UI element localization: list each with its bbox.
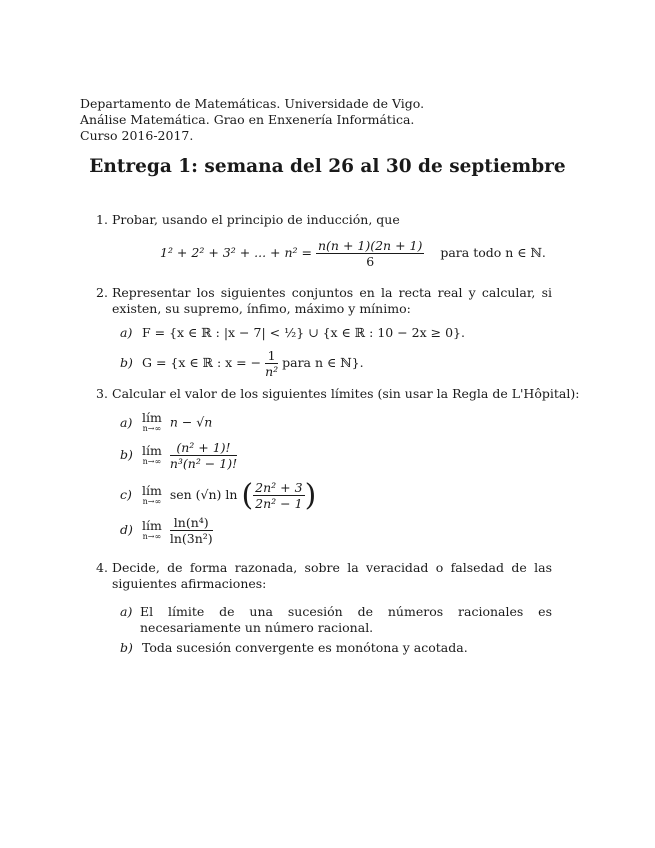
header-course-name: Análise Matemática. Grao en Enxenería Informática. bbox=[80, 112, 415, 127]
problem-number: 4. bbox=[96, 560, 108, 575]
header-department: Departamento de Matemáticas. Universidade de Vigo. bbox=[80, 96, 425, 111]
paren-open: ( bbox=[241, 478, 254, 513]
fraction-denominator: ln(3n²) bbox=[169, 531, 213, 546]
limit-fraction bbox=[253, 480, 304, 511]
problem-statement: Representar los siguientes conjuntos en la recta real y calcular, si existen, su supremo, ínfimo, máximo y mínimo: bbox=[112, 285, 552, 316]
limit-b bbox=[120, 440, 237, 471]
statement-b bbox=[120, 640, 468, 655]
statement-a-text: El límite de una sucesión de números racionales es necesariamente un número racional. bbox=[140, 604, 552, 635]
limit-d bbox=[120, 515, 213, 546]
item-label: a) bbox=[120, 414, 133, 430]
limit-operator: lím n→∞ bbox=[141, 410, 162, 433]
problem-statement: Decide, de forma razonada, sobre la veracidad o falsedad de las siguientes afirmaciones: bbox=[112, 560, 552, 591]
item-label: d) bbox=[120, 522, 133, 537]
problem-number: 1. bbox=[96, 212, 108, 227]
item-label: b) bbox=[120, 355, 133, 370]
limit-c bbox=[120, 478, 316, 513]
set-g bbox=[120, 348, 364, 379]
set-g-prefix: G = {x ∈ ℝ : x = − bbox=[141, 355, 262, 370]
statement-a bbox=[120, 604, 552, 636]
statement-b-text: Toda sucesión convergente es monótona y acotada. bbox=[141, 640, 468, 655]
set-f-definition: F = {x ∈ ℝ : |x − 7| < ½} ∪ {x ∈ ℝ : 10 − 2x ≥ 0}. bbox=[141, 325, 465, 340]
item-label: a) bbox=[120, 604, 133, 619]
limit-operator: lím n→∞ bbox=[141, 517, 162, 541]
problem-statement: Calcular el valor de los siguientes límites (sin usar la Regla de L'Hôpital): bbox=[112, 386, 580, 401]
problem-number: 3. bbox=[96, 386, 108, 401]
fraction-numerator: n(n + 1)(2n + 1) bbox=[318, 238, 423, 253]
page-title: Entrega 1: semana del 26 al 30 de septiembre bbox=[89, 156, 566, 177]
item-label: b) bbox=[120, 447, 133, 462]
fraction-numerator: (n² + 1)! bbox=[170, 440, 237, 456]
fraction-denominator: 2n² − 1 bbox=[255, 496, 303, 511]
limit-fraction bbox=[170, 515, 213, 546]
fraction-numerator: ln(n⁴) bbox=[170, 515, 213, 531]
set-f bbox=[120, 325, 465, 340]
limit-operator: lím n→∞ bbox=[141, 482, 162, 506]
fraction-denominator: n² bbox=[265, 364, 279, 379]
limit-operator: lím n→∞ bbox=[141, 442, 162, 466]
paren-close: ) bbox=[304, 478, 317, 513]
limit-c-prefix: sen (√n) ln bbox=[169, 487, 238, 502]
item-label: b) bbox=[120, 640, 133, 655]
fraction-denominator: n³(n² − 1)! bbox=[169, 456, 238, 471]
formula-condition: para todo n ∈ ℕ. bbox=[440, 245, 546, 260]
fraction-numerator: 1 bbox=[265, 348, 278, 364]
set-g-fraction bbox=[265, 348, 278, 379]
item-label: a) bbox=[120, 325, 133, 340]
fraction-denominator: 6 bbox=[366, 254, 375, 269]
limit-fraction bbox=[170, 440, 237, 471]
induction-formula bbox=[160, 238, 546, 269]
problem-statement: Probar, usando el principio de inducción, que bbox=[112, 212, 400, 227]
item-label: c) bbox=[120, 487, 132, 502]
problem-number: 2. bbox=[96, 285, 108, 300]
formula-lhs: 1² + 2² + 3² + ... + n² = bbox=[160, 245, 313, 260]
header-academic-year: Curso 2016-2017. bbox=[80, 128, 194, 143]
limit-a bbox=[120, 412, 212, 434]
set-g-suffix: para n ∈ ℕ}. bbox=[282, 355, 364, 370]
formula-fraction bbox=[316, 238, 424, 269]
limit-expression: n − √n bbox=[169, 414, 213, 430]
fraction-numerator: 2n² + 3 bbox=[255, 480, 303, 495]
